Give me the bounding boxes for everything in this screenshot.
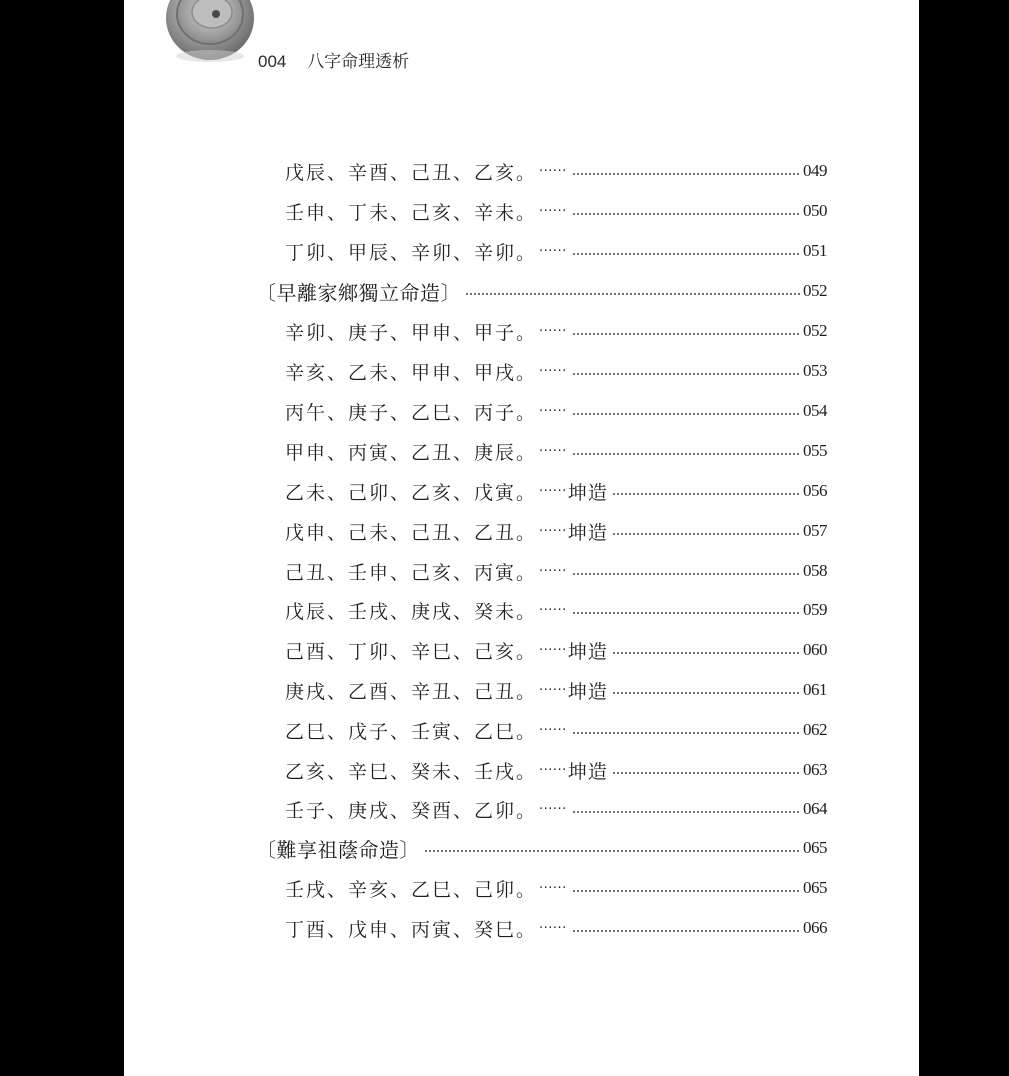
dot-leader xyxy=(612,493,800,495)
toc-entry[interactable] xyxy=(285,630,827,670)
toc-page-number: 063 xyxy=(803,760,827,779)
toc-entry-note: 坤造 xyxy=(567,521,608,544)
dot-leader xyxy=(572,253,800,255)
toc-page-number: 050 xyxy=(803,201,827,220)
toc-page-number: 056 xyxy=(803,481,827,500)
toc-entry-text: 丁卯、甲辰、辛卯、辛卯。 xyxy=(285,241,538,264)
toc-page-number: 065 xyxy=(803,878,827,897)
toc-entry-text: 丁酉、戊申、丙寅、癸巳。 xyxy=(285,918,538,941)
toc-entry-text: 戊辰、壬戌、庚戌、癸未。 xyxy=(285,600,538,623)
toc-entry[interactable] xyxy=(285,471,827,511)
toc-page-number: 052 xyxy=(803,281,827,300)
toc-page-number: 062 xyxy=(803,720,827,739)
toc-entry-dots: ······ xyxy=(539,602,567,618)
toc-entry[interactable] xyxy=(285,311,827,351)
toc-entry-dots: ······ xyxy=(539,801,567,817)
toc-entry-dots: ······ xyxy=(539,762,567,778)
toc-entry[interactable] xyxy=(285,231,827,271)
dot-leader xyxy=(572,413,800,415)
running-header xyxy=(258,47,409,72)
toc-entry-text: 乙未、己卯、乙亥、戊寅。 xyxy=(285,481,538,504)
toc-entry-dots: ······ xyxy=(539,363,567,379)
header-page-number: 004 xyxy=(258,52,287,71)
toc-section-heading[interactable] xyxy=(256,271,827,311)
toc-entry[interactable] xyxy=(285,908,827,948)
toc-page-number: 051 xyxy=(803,241,827,260)
dot-leader xyxy=(572,173,800,175)
toc-entry-dots: ······ xyxy=(539,243,567,259)
dot-leader xyxy=(612,772,800,774)
toc-entry-text: 壬子、庚戌、癸酉、乙卯。 xyxy=(285,799,538,822)
toc-page-number: 049 xyxy=(803,161,827,180)
toc-entry-dots: ······ xyxy=(539,163,567,179)
dot-leader xyxy=(572,890,800,892)
toc-entry[interactable] xyxy=(285,191,827,231)
toc-entry-text: 戊辰、辛酉、己丑、乙亥。 xyxy=(285,161,538,184)
toc-entry[interactable] xyxy=(285,351,827,391)
toc-entry-dots: ······ xyxy=(539,403,567,419)
toc-entry-dots: ······ xyxy=(539,722,567,738)
toc-page-number: 066 xyxy=(803,918,827,937)
toc-entry-text: 乙巳、戊子、壬寅、乙巳。 xyxy=(285,720,538,743)
toc-entry[interactable] xyxy=(285,551,827,591)
toc-entry-dots: ······ xyxy=(539,642,567,658)
toc-page-number: 057 xyxy=(803,521,827,540)
toc-entry[interactable] xyxy=(285,868,827,908)
toc-entry-note: 坤造 xyxy=(567,481,608,504)
dot-leader xyxy=(572,213,800,215)
toc-entry-text: 乙亥、辛巳、癸未、壬戌。 xyxy=(285,760,538,783)
dot-leader xyxy=(612,533,800,535)
dot-leader xyxy=(612,692,800,694)
toc-entry[interactable] xyxy=(285,431,827,471)
toc-entry-text: 壬申、丁未、己亥、辛未。 xyxy=(285,201,538,224)
toc-entry-text: 辛卯、庚子、甲申、甲子。 xyxy=(285,321,538,344)
toc-section-text: 〔早離家鄉獨立命造〕 xyxy=(256,280,461,305)
toc-entry[interactable] xyxy=(285,151,827,191)
toc-entry-dots: ······ xyxy=(539,523,567,539)
book-title: 八字命理透析 xyxy=(307,52,410,71)
toc-page-number: 058 xyxy=(803,561,827,580)
toc-entry-dots: ······ xyxy=(539,682,567,698)
toc-page-number: 060 xyxy=(803,640,827,659)
toc-entry-dots: ······ xyxy=(539,880,567,896)
toc-entry-dots: ······ xyxy=(539,443,567,459)
luopan-compass-icon xyxy=(164,0,256,66)
dot-leader xyxy=(424,850,800,852)
toc-entry-dots: ······ xyxy=(539,203,567,219)
dot-leader xyxy=(572,333,800,335)
toc-entry[interactable] xyxy=(285,710,827,750)
dot-leader xyxy=(465,293,800,295)
toc-entry[interactable] xyxy=(285,590,827,630)
toc-page-number: 055 xyxy=(803,441,827,460)
toc-entry-text: 甲申、丙寅、乙丑、庚辰。 xyxy=(285,441,538,464)
toc-entry[interactable] xyxy=(285,511,827,551)
toc-entry-note: 坤造 xyxy=(567,680,608,703)
toc-entry-dots: ······ xyxy=(539,483,567,499)
toc-entry-text: 辛亥、乙未、甲申、甲戌。 xyxy=(285,361,538,384)
toc-section-heading[interactable] xyxy=(256,828,827,868)
toc-page-number: 064 xyxy=(803,799,827,818)
toc-entry[interactable] xyxy=(285,750,827,790)
toc-entry[interactable] xyxy=(285,670,827,710)
toc-page-number: 052 xyxy=(803,321,827,340)
toc-entry-text: 己丑、壬申、己亥、丙寅。 xyxy=(285,561,538,584)
book-page xyxy=(124,0,919,1076)
toc-page-number: 065 xyxy=(803,838,827,857)
toc-entry-text: 庚戌、乙酉、辛丑、己丑。 xyxy=(285,680,538,703)
toc-entry-text: 丙午、庚子、乙巳、丙子。 xyxy=(285,401,538,424)
toc-section-text: 〔難享祖蔭命造〕 xyxy=(256,837,420,862)
toc-page-number: 054 xyxy=(803,401,827,420)
toc-entry-text: 己酉、丁卯、辛巳、己亥。 xyxy=(285,640,538,663)
toc-entry[interactable] xyxy=(285,789,827,829)
dot-leader xyxy=(572,930,800,932)
dot-leader xyxy=(572,612,800,614)
dot-leader xyxy=(572,732,800,734)
toc-entry-note: 坤造 xyxy=(567,640,608,663)
toc-entry-dots: ······ xyxy=(539,920,567,936)
toc-entry-text: 壬戌、辛亥、乙巳、己卯。 xyxy=(285,878,538,901)
toc-entry-note: 坤造 xyxy=(567,760,608,783)
toc-page-number: 053 xyxy=(803,361,827,380)
toc-entry[interactable] xyxy=(285,391,827,431)
toc-page-number: 059 xyxy=(803,600,827,619)
toc-entry-dots: ······ xyxy=(539,323,567,339)
dot-leader xyxy=(572,811,800,813)
dot-leader xyxy=(612,652,800,654)
dot-leader xyxy=(572,373,800,375)
dot-leader xyxy=(572,573,800,575)
toc-entry-dots: ······ xyxy=(539,563,567,579)
toc-page-number: 061 xyxy=(803,680,827,699)
dot-leader xyxy=(572,453,800,455)
toc-entry-text: 戊申、己未、己丑、乙丑。 xyxy=(285,521,538,544)
